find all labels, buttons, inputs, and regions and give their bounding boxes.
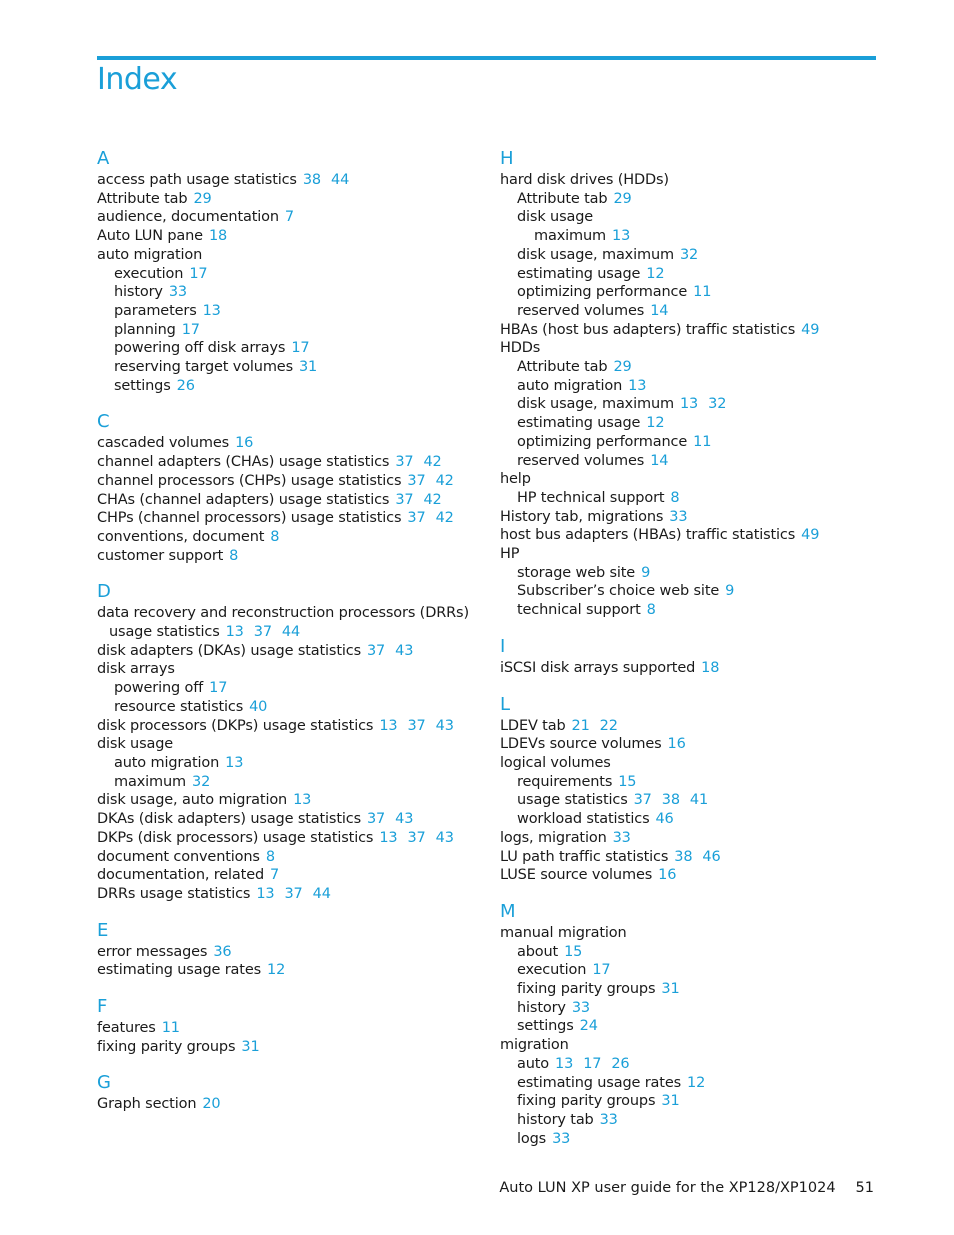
page-link[interactable]: 42 xyxy=(435,472,454,489)
index-entry xyxy=(500,489,870,508)
header-rule xyxy=(97,56,876,60)
entry-term: settings xyxy=(517,1018,574,1035)
entry-term: history xyxy=(517,999,566,1016)
index-entry xyxy=(500,773,870,792)
page-link[interactable]: 18 xyxy=(208,228,228,245)
index-entry xyxy=(97,339,467,358)
page-link[interactable]: 31 xyxy=(661,1093,680,1110)
index-entry xyxy=(500,924,870,943)
page-link[interactable]: 13 xyxy=(293,792,312,809)
index-entry xyxy=(97,358,467,377)
index-entry xyxy=(500,1111,870,1130)
index-entry xyxy=(97,509,467,528)
index-entry xyxy=(500,545,870,564)
index-entry xyxy=(500,1130,870,1149)
entry-term: maximum xyxy=(114,773,187,790)
entry-term: reserved volumes xyxy=(517,302,645,319)
footer-title: Auto LUN XP user guide for the XP128/XP1024 xyxy=(499,1180,836,1196)
page-link[interactable]: 33 xyxy=(168,284,187,301)
index-entry xyxy=(500,848,870,867)
entry-term: LUSE source volumes xyxy=(500,867,653,884)
index-entry xyxy=(500,866,870,885)
entry-term: maximum xyxy=(534,228,607,245)
entry-term: disk arrays xyxy=(97,661,175,678)
index-entry xyxy=(97,1019,467,1038)
index-entry xyxy=(500,735,870,754)
section-letter: E xyxy=(97,919,109,941)
page-link[interactable]: 37 xyxy=(633,792,652,809)
index-column-left xyxy=(97,148,467,1114)
page-link[interactable]: 11 xyxy=(693,284,712,301)
entry-term: conventions, document xyxy=(97,528,265,545)
entry-term: channel processors (CHPs) usage statistics xyxy=(97,472,402,489)
entry-term: disk usage, maximum xyxy=(517,396,674,413)
entry-term: usage statistics xyxy=(109,624,220,641)
entry-term: document conventions xyxy=(97,848,260,865)
page-link[interactable]: 42 xyxy=(423,454,442,471)
page-link[interactable]: 46 xyxy=(702,848,721,865)
page-link[interactable]: 37 xyxy=(284,885,303,902)
section-letter: F xyxy=(97,996,108,1018)
entry-term: cascaded volumes xyxy=(97,435,230,452)
entry-term: audience, documentation xyxy=(97,209,279,226)
page-link[interactable]: 38 xyxy=(302,172,321,188)
entry-term: execution xyxy=(517,962,587,979)
index-entry xyxy=(97,434,467,453)
page-link[interactable]: 14 xyxy=(650,452,669,469)
page-link[interactable]: 7 xyxy=(270,867,280,884)
index-section-h xyxy=(500,148,870,620)
index-entry xyxy=(500,582,870,601)
page-link[interactable]: 17 xyxy=(209,680,228,697)
page-title: Index xyxy=(97,62,178,97)
index-entry xyxy=(97,190,467,209)
index-entry xyxy=(97,453,467,472)
page-link[interactable]: 22 xyxy=(599,717,618,734)
page-link[interactable]: 37 xyxy=(407,472,426,489)
index-entry xyxy=(97,698,467,717)
entry-term: fixing parity groups xyxy=(97,1038,236,1055)
entry-term: auto migration xyxy=(114,754,220,771)
index-entry xyxy=(97,283,467,302)
index-entry xyxy=(500,339,870,358)
index-entry xyxy=(500,791,870,810)
entry-term: LDEV tab xyxy=(500,717,566,734)
page-link[interactable]: 13 xyxy=(379,829,398,846)
entry-term: optimizing performance xyxy=(517,433,688,450)
entry-term: documentation, related xyxy=(97,867,265,884)
page-link[interactable]: 8 xyxy=(265,848,275,865)
entry-term: HDDs xyxy=(500,340,541,357)
index-entry xyxy=(500,452,870,471)
entry-term: Graph section xyxy=(97,1096,197,1113)
page-link[interactable]: 37 xyxy=(407,510,426,527)
index-entry xyxy=(97,660,467,679)
entry-term: powering off disk arrays xyxy=(114,340,286,357)
page-link[interactable]: 42 xyxy=(435,510,454,527)
entry-term: channel adapters (CHAs) usage statistics xyxy=(97,454,390,471)
page-link[interactable]: 20 xyxy=(202,1096,221,1113)
entry-term: history tab xyxy=(517,1111,594,1128)
index-entry xyxy=(500,470,870,489)
index-entry xyxy=(97,321,467,340)
index-entry xyxy=(500,1074,870,1093)
index-entry xyxy=(500,508,870,527)
index-section-i xyxy=(500,636,870,678)
index-entry xyxy=(500,377,870,396)
entry-term: estimating usage rates xyxy=(97,962,261,979)
entry-term: CHPs (channel processors) usage statistics xyxy=(97,510,402,527)
entry-term: DKAs (disk adapters) usage statistics xyxy=(97,811,361,828)
entry-term: Attribute tab xyxy=(517,359,608,376)
page-link[interactable]: 36 xyxy=(213,943,232,960)
page-link[interactable]: 26 xyxy=(611,1055,630,1072)
entry-term: DRRs usage statistics xyxy=(97,885,251,902)
page-link[interactable]: 33 xyxy=(571,999,590,1016)
entry-term: features xyxy=(97,1020,156,1037)
index-entry xyxy=(97,227,467,246)
page-link[interactable]: 33 xyxy=(612,829,631,846)
page-link[interactable]: 37 xyxy=(395,491,414,508)
entry-term: execution xyxy=(114,265,184,282)
entry-term: Attribute tab xyxy=(97,190,188,207)
page-link[interactable]: 11 xyxy=(693,433,712,450)
entry-term: fixing parity groups xyxy=(517,1093,656,1110)
index-entry xyxy=(500,829,870,848)
page-link[interactable]: 8 xyxy=(229,547,239,564)
index-entry xyxy=(500,190,870,209)
index-entry xyxy=(97,623,467,642)
entry-term: disk adapters (DKAs) usage statistics xyxy=(97,642,361,659)
page-link[interactable]: 40 xyxy=(249,698,268,715)
page-link[interactable]: 29 xyxy=(193,190,212,207)
page-link[interactable]: 37 xyxy=(407,717,426,734)
page-link[interactable]: 33 xyxy=(669,508,688,525)
section-letter: D xyxy=(97,581,111,603)
index-entry xyxy=(500,717,870,736)
index-entry xyxy=(500,433,870,452)
page-link[interactable]: 13 xyxy=(612,228,631,245)
page-link[interactable]: 37 xyxy=(395,454,414,471)
entry-term: LDEVs source volumes xyxy=(500,736,662,753)
index-entry xyxy=(500,754,870,773)
page-link[interactable]: 32 xyxy=(679,246,699,263)
index-entry xyxy=(500,395,870,414)
page-link[interactable]: 13 xyxy=(379,717,398,734)
page-link[interactable]: 31 xyxy=(661,981,680,998)
index-entry xyxy=(500,659,870,678)
page-link[interactable]: 31 xyxy=(241,1038,260,1055)
page-link[interactable]: 11 xyxy=(161,1020,180,1037)
entry-term: CHAs (channel adapters) usage statistics xyxy=(97,491,390,508)
page-link[interactable]: 14 xyxy=(650,302,669,319)
index-section-m xyxy=(500,901,870,1148)
entry-term: resource statistics xyxy=(114,698,244,715)
page-link[interactable]: 13 xyxy=(256,885,275,902)
page-link[interactable]: 44 xyxy=(281,624,301,641)
entry-term: disk processors (DKPs) usage statistics xyxy=(97,717,374,734)
page-link[interactable]: 13 xyxy=(555,1055,574,1072)
page-link[interactable]: 33 xyxy=(599,1111,618,1128)
page-footer xyxy=(499,1180,874,1196)
section-letter: G xyxy=(97,1072,111,1094)
entry-term: planning xyxy=(114,321,176,338)
page-link[interactable]: 7 xyxy=(284,209,294,226)
page-link[interactable]: 41 xyxy=(689,792,709,809)
entry-term: reserving target volumes xyxy=(114,359,293,376)
entry-term: DKPs (disk processors) usage statistics xyxy=(97,829,374,846)
page-link[interactable]: 31 xyxy=(298,359,318,376)
index-entry xyxy=(500,526,870,545)
page-link[interactable]: 17 xyxy=(592,962,611,979)
index-entry xyxy=(500,980,870,999)
entry-term: iSCSI disk arrays supported xyxy=(500,659,696,676)
entry-term: auto xyxy=(517,1055,550,1072)
page-link[interactable]: 43 xyxy=(395,642,414,659)
entry-term: logical volumes xyxy=(500,754,611,771)
entry-term: LU path traffic statistics xyxy=(500,848,669,865)
index-entry xyxy=(97,302,467,321)
entry-term: disk usage xyxy=(517,209,594,226)
index-entry xyxy=(500,358,870,377)
page-link[interactable]: 8 xyxy=(646,602,656,619)
index-entry xyxy=(97,265,467,284)
entry-term: HBAs (host bus adapters) traffic statistics xyxy=(500,321,796,338)
page-number: 51 xyxy=(855,1180,874,1196)
index-entry xyxy=(500,414,870,433)
page-link[interactable]: 32 xyxy=(708,396,727,413)
index-entry xyxy=(97,810,467,829)
section-letter: A xyxy=(97,148,110,169)
page-link[interactable]: 9 xyxy=(725,583,735,600)
entry-term: logs xyxy=(517,1130,547,1147)
entry-term: host bus adapters (HBAs) traffic statistics xyxy=(500,527,796,544)
page-link[interactable]: 42 xyxy=(423,491,442,508)
entry-term: estimating usage rates xyxy=(517,1074,681,1091)
page-link[interactable]: 9 xyxy=(641,564,651,581)
index-section-e xyxy=(97,920,467,980)
index-entry xyxy=(500,321,870,340)
entry-term: reserved volumes xyxy=(517,452,645,469)
entry-term: manual migration xyxy=(500,924,627,941)
entry-term: data recovery and reconstruction processors (DRRs) xyxy=(97,605,469,622)
page-link[interactable]: 16 xyxy=(667,736,686,753)
index-entry xyxy=(97,848,467,867)
entry-term: workload statistics xyxy=(517,811,650,828)
page-link[interactable]: 37 xyxy=(407,829,426,846)
index-entry xyxy=(500,810,870,829)
entry-term: estimating usage xyxy=(517,265,641,282)
index-entry xyxy=(97,885,467,904)
page-link[interactable]: 26 xyxy=(176,377,195,394)
section-letter: M xyxy=(500,900,516,922)
entry-term: customer support xyxy=(97,547,224,564)
entry-term: history xyxy=(114,284,163,301)
page-link[interactable]: 29 xyxy=(613,190,632,207)
entry-term: help xyxy=(500,471,531,488)
entry-term: Attribute tab xyxy=(517,190,608,207)
index-entry xyxy=(97,943,467,962)
index-section-f xyxy=(97,996,467,1056)
index-entry xyxy=(97,491,467,510)
index-entry xyxy=(97,773,467,792)
index-entry xyxy=(500,1036,870,1055)
index-entry xyxy=(97,642,467,661)
index-entry xyxy=(500,246,870,265)
index-entry xyxy=(97,866,467,885)
index-entry xyxy=(97,679,467,698)
index-entry xyxy=(97,246,467,265)
entry-term: migration xyxy=(500,1037,569,1054)
index-entry xyxy=(500,1055,870,1074)
page-link[interactable]: 17 xyxy=(181,321,200,338)
index-entry xyxy=(500,1017,870,1036)
index-entry xyxy=(97,1095,467,1114)
page-link[interactable]: 13 xyxy=(679,396,699,413)
page-link[interactable]: 37 xyxy=(366,811,386,828)
index-entry xyxy=(500,171,870,190)
page-link[interactable]: 37 xyxy=(366,642,386,659)
index-section-l xyxy=(500,694,870,885)
index-entry xyxy=(500,283,870,302)
entry-term: HP xyxy=(500,546,520,563)
page-link[interactable]: 8 xyxy=(670,489,680,506)
page-link[interactable]: 21 xyxy=(571,717,590,734)
index-entry xyxy=(500,265,870,284)
index-entry xyxy=(97,528,467,547)
entry-term: Subscriber’s choice web site xyxy=(517,583,720,600)
section-letter: H xyxy=(500,148,514,169)
entry-term: Auto LUN pane xyxy=(97,228,203,245)
index-column-right xyxy=(500,148,870,1148)
entry-term: hard disk drives (HDDs) xyxy=(500,172,669,188)
index-entry xyxy=(500,302,870,321)
page-link[interactable]: 38 xyxy=(674,848,693,865)
page-link[interactable]: 12 xyxy=(267,962,286,979)
page-link[interactable]: 17 xyxy=(583,1055,602,1072)
page-link[interactable]: 44 xyxy=(312,885,331,902)
entry-term: access path usage statistics xyxy=(97,172,297,188)
page-link[interactable]: 13 xyxy=(225,624,244,641)
page-link[interactable]: 29 xyxy=(613,359,632,376)
page-link[interactable]: 38 xyxy=(661,792,680,809)
index-entry xyxy=(97,754,467,773)
index-section-a xyxy=(97,148,467,395)
index-entry xyxy=(500,564,870,583)
entry-term: error messages xyxy=(97,943,208,960)
page-link[interactable]: 43 xyxy=(435,717,454,734)
page-link[interactable]: 12 xyxy=(687,1074,706,1091)
page-link[interactable]: 13 xyxy=(225,754,244,771)
entry-term: settings xyxy=(114,377,171,394)
page-link[interactable]: 8 xyxy=(270,528,280,545)
page-link[interactable]: 13 xyxy=(628,377,647,394)
page-link[interactable]: 43 xyxy=(435,829,454,846)
page-link[interactable]: 44 xyxy=(331,172,350,188)
index-section-g xyxy=(97,1072,467,1114)
page-link[interactable]: 17 xyxy=(189,265,208,282)
entry-term: requirements xyxy=(517,773,613,790)
page-link[interactable]: 46 xyxy=(655,811,674,828)
page-link[interactable]: 18 xyxy=(701,659,720,676)
index-section-d xyxy=(97,581,467,903)
page-link[interactable]: 16 xyxy=(658,867,677,884)
section-letter: L xyxy=(500,693,511,715)
entry-term: auto migration xyxy=(97,246,203,263)
index-entry xyxy=(97,735,467,754)
entry-term: usage statistics xyxy=(517,792,628,809)
page-link[interactable]: 12 xyxy=(646,265,665,282)
section-letter: C xyxy=(97,411,110,433)
entry-term: estimating usage xyxy=(517,415,641,432)
index-entry xyxy=(500,961,870,980)
index-entry xyxy=(97,1038,467,1057)
index-entry xyxy=(97,547,467,566)
page-link[interactable]: 49 xyxy=(801,321,820,338)
entry-term: parameters xyxy=(114,302,197,319)
entry-term: powering off xyxy=(114,680,204,697)
entry-term: auto migration xyxy=(517,377,623,394)
index-entry xyxy=(97,171,467,190)
page-link[interactable]: 24 xyxy=(579,1018,598,1035)
entry-term: disk usage, auto migration xyxy=(97,792,288,809)
index-entry xyxy=(97,829,467,848)
index-entry xyxy=(97,604,467,623)
index-entry xyxy=(500,1092,870,1111)
entry-term: storage web site xyxy=(517,564,636,581)
index-entry xyxy=(97,717,467,736)
entry-term: disk usage xyxy=(97,736,174,753)
index-entry xyxy=(500,601,870,620)
index-entry xyxy=(500,999,870,1018)
page-link[interactable]: 37 xyxy=(253,624,272,641)
page-link[interactable]: 15 xyxy=(564,943,583,960)
entry-term: optimizing performance xyxy=(517,284,688,301)
page-link[interactable]: 13 xyxy=(202,302,221,319)
index-section-c xyxy=(97,411,467,565)
index-entry xyxy=(500,943,870,962)
entry-term: logs, migration xyxy=(500,829,607,846)
page-link[interactable]: 43 xyxy=(395,811,414,828)
page-link[interactable]: 16 xyxy=(235,435,254,452)
entry-term: disk usage, maximum xyxy=(517,246,674,263)
page-link[interactable]: 49 xyxy=(801,527,820,544)
entry-term: technical support xyxy=(517,602,641,619)
page-link[interactable]: 33 xyxy=(552,1130,571,1147)
page-link[interactable]: 15 xyxy=(618,773,637,790)
index-entry xyxy=(97,208,467,227)
page-link[interactable]: 17 xyxy=(291,340,310,357)
index-entry xyxy=(97,961,467,980)
page-link[interactable]: 32 xyxy=(192,773,211,790)
index-entry xyxy=(97,472,467,491)
index-entry xyxy=(97,377,467,396)
page-link[interactable]: 12 xyxy=(646,415,665,432)
entry-term: fixing parity groups xyxy=(517,981,656,998)
index-entry xyxy=(500,227,870,246)
index-entry xyxy=(97,791,467,810)
entry-term: HP technical support xyxy=(517,489,665,506)
index-entry xyxy=(500,208,870,227)
entry-term: History tab, migrations xyxy=(500,508,664,525)
entry-term: about xyxy=(517,943,559,960)
section-letter: I xyxy=(500,635,506,657)
